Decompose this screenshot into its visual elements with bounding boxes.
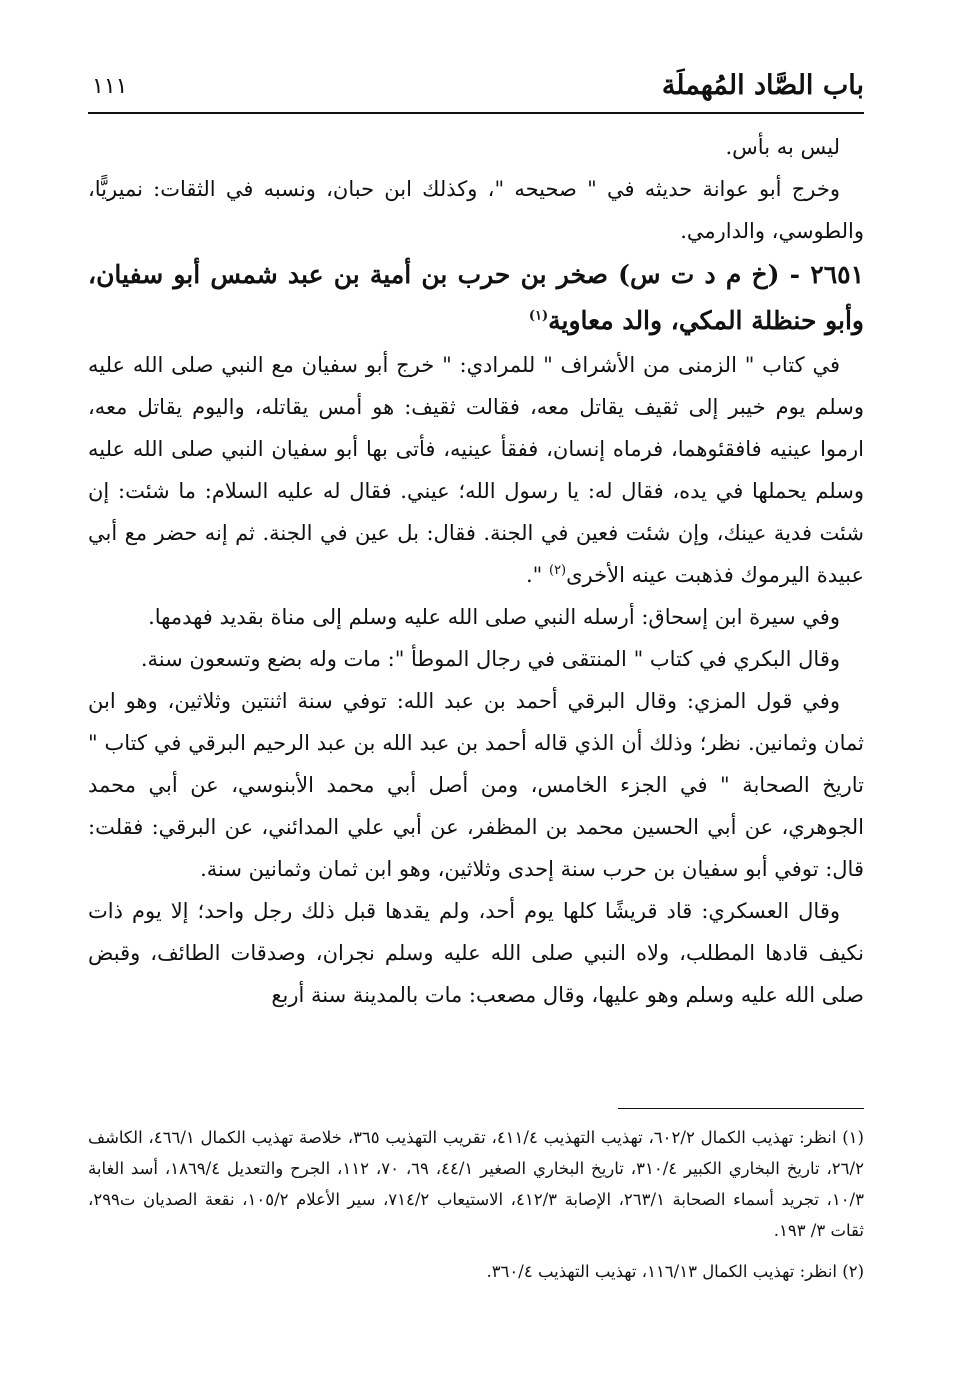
footnotes	[88, 1122, 864, 1287]
entry-heading	[88, 252, 864, 344]
paragraph: وخرج أبو عوانة حديثه في " صحيحه "، وكذلك ابن حبان، ونسبه في الثقات: نميريًّا، والطوسي، والدارمي.	[88, 177, 864, 243]
paragraph-text: في كتاب " الزمنى من الأشراف " للمرادي: " خرج أبو سفيان مع النبي صلى الله عليه وسلم يوم خيبر إلى ثقيف يقاتل معه، فقالت ثقيف: هو أمس يقاتله، واليوم يقاتل معه، ارموا عينيه فافقئوهما، فرماه إنسان، ففقأ عينيه، فأتى بها أبو سفيان النبي صلى الله عليه وسلم يحملها في يده، فقال له: يا رسول الله؛ عيني. فقال له عليه السلام: ما شئت: إن شئت فدية عينك، وإن شئت فعين في الجنة. فقال: بل عين في الجنة. ثم إنه حضر مع أبي عبيدة اليرموك فذهبت عينه الأخرى	[88, 353, 864, 587]
page-number: ١١١	[92, 74, 128, 99]
footnote-ref: (١)	[528, 308, 549, 324]
paragraph-text-end: ".	[525, 563, 549, 587]
paragraph: وفي سيرة ابن إسحاق: أرسله النبي صلى الله عليه وسلم إلى مناة بقديد فهدمها.	[148, 605, 840, 629]
paragraph: وفي قول المزي: وقال البرقي أحمد بن عبد الله: توفي سنة اثنتين وثلاثين، وهو ابن ثمان وثمانين. نظر؛ وذلك أن الذي قاله أحمد بن عبد الله بن عبد الرحيم البرقي في كتاب " تاريخ الصحابة " في الجزء الخامس، ومن أصل أبي محمد الأبنوسي، عن أبي محمد الجوهري، عن أبي الحسين محمد بن المظفر، عن أبي علي المدائني، عن البرقي: فقلت: قال: توفي أبو سفيان بن حرب سنة إحدى وثلاثين، وهو ابن ثمان وثمانين سنة.	[88, 689, 864, 881]
footnote-ref: (٢)	[548, 563, 567, 578]
footnote: (١) انظر: تهذيب الكمال ٦٠٢/٢، تهذيب التهذيب ٤١١/٤، تقريب التهذيب ٣٦٥، خلاصة تهذيب الكمال ٤٦٦/١، الكاشف ٢٦/٢، تاريخ البخاري الكبير ٣١٠/٤، تاريخ البخاري الصغير ٤٤/١، ٦٩، ٧٠، ١١٢، الجرح والتعديل ١٨٦٩/٤، أسد الغابة ١٠/٣، تجريد أسماء الصحابة ٢٦٣/١، الإصابة ٤١٢/٣، الاستيعاب ٧١٤/٢، سير الأعلام ١٠٥/٢، نقعة الصديان ت٢٩٩، ثقات ٣/ ١٩٣.	[88, 1128, 864, 1240]
paragraph	[88, 344, 864, 596]
entry-heading-text: ٢٦٥١ - (خ م د ت س) صخر بن حرب بن أمية بن عبد شمس أبو سفيان، وأبو حنظلة المكي، والد معاوية	[88, 260, 864, 335]
chapter-title: باب الصَّاد المُهملَة	[661, 70, 864, 101]
running-header	[88, 66, 864, 114]
paragraph: وقال البكري في كتاب " المنتقى في رجال الموطأ ": مات وله بضع وتسعون سنة.	[140, 647, 840, 671]
footnote: (٢) انظر: تهذيب الكمال ١١٦/١٣، تهذيب التهذيب ٣٦٠/٤.	[486, 1262, 864, 1281]
main-text	[88, 126, 864, 1016]
footnote-separator	[618, 1108, 864, 1109]
paragraph: ليس به بأس.	[725, 135, 840, 159]
paragraph: وقال العسكري: قاد قريشًا كلها يوم أحد، ولم يقدها قبل ذلك رجل واحد؛ إلا يوم ذات نكيف قادها المطلب، ولاه النبي صلى الله عليه وسلم نجران، وصدقات الطائف، وقبض صلى الله عليه وسلم وهو عليها، وقال مصعب: مات بالمدينة سنة أربع	[88, 899, 864, 1007]
